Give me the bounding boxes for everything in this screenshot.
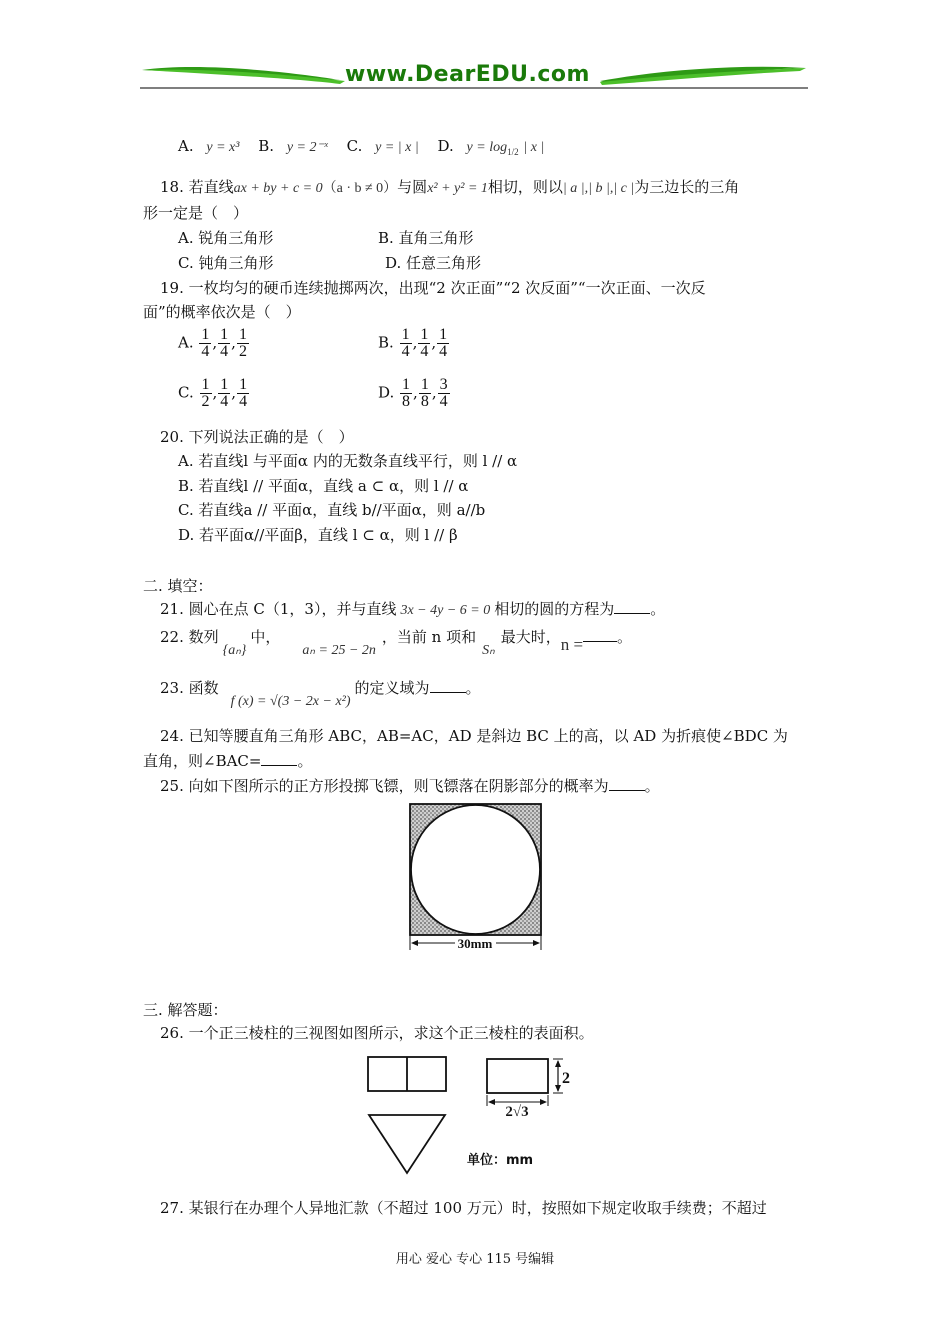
q18-option-c: C. 钝角三角形 [178,254,274,272]
dartboard-square-figure [400,798,550,958]
q22-text4: 最大时， [500,628,561,646]
q19-option-b: B. $\frac{1}{4}$ , $\frac{1}{4}$ , $\frac{1}{4}$ [378,326,448,360]
q23: 23. 函数f (x) = √(3 − 2x − x²)的定义域为 。 [160,679,481,709]
q22-n-label: n = [560,635,584,654]
unit-label: 单位：mm [467,1153,534,1168]
q17-option-c-expr: y = | x | [375,140,419,155]
q25-text: 25. 向如下图所示的正方形投掷飞镖，则飞镖落在阴影部分的概率为 [160,777,609,795]
q24-line2-text: 直角，则∠BAC= [143,752,262,770]
fraction: $\frac{1}{8}$ [420,376,429,410]
q17-log-arg: | x | [523,140,545,155]
section-fill-in-title: 二. 填空： [143,577,213,595]
q20-option-b: B. 若直线l // 平面α，直线 a ⊂ α，则 l // α [178,477,469,495]
q20-option-a: A. 若直线l 与平面α 内的无数条直线平行，则 l // α [178,452,518,470]
q22-text2: 中， [250,628,281,646]
q17-option-a-expr: y = x³ [206,140,240,155]
q20-option-c: C. 若直线a // 平面α，直线 b//平面α，则 a//b [178,501,486,519]
q18-option-d: D. 任意三角形 [385,254,482,272]
q18-suffix: 相切，则以 [487,178,563,196]
fraction: $\frac{1}{4}$ [420,326,429,360]
dimension-label: 30mm [457,936,493,951]
q21-text1: 21. 圆心在点 C（1，3），并与直线 [160,600,397,618]
answer-blank[interactable] [261,753,297,766]
fraction: $\frac{1}{4}$ [439,326,448,360]
q19-line2: 面”的概率依次是（ ） [143,303,301,321]
site-logo-text: www.DearEDU.com [345,62,590,87]
three-view-figure [360,1050,580,1180]
fraction: $\frac{1}{4}$ [201,326,210,360]
q27-text: 27. 某银行在办理个人异地汇款（不超过 100 万元）时，按照如下规定收取手续费；不超过 [160,1199,767,1217]
q23-function: f (x) = √(3 − 2x − x²) [230,694,351,709]
q17-option-b-expr: y = 2⁻ˣ [286,140,328,155]
q17-option-c-label: C. [346,137,363,155]
q22-text1: 22. 数列 [160,628,219,646]
answer-blank[interactable] [583,629,617,642]
q17-option-a-label: A. [178,137,194,155]
q18-option-a: A. 锐角三角形 [178,229,274,247]
q18-line-equation: ax + by + c = 0 [233,181,323,196]
fraction: $\frac{1}{4}$ [220,376,229,410]
q17-option-d-expr: y = log [466,140,508,155]
q18-condition: （a · b ≠ 0） [322,181,398,196]
q22-partial-sum: Sₙ [482,643,495,658]
q26-text: 26. 一个正三棱柱的三视图如图所示，求这个正三棱柱的表面积。 [160,1024,594,1042]
q17-log-base: 1/2 [507,147,519,157]
q23-text1: 23. 函数 [160,679,219,697]
q19-option-b-label: B. [378,333,394,352]
page-footer: 用心 爱心 专心 115 号编辑 [395,1252,555,1267]
q21-line-equation: 3x − 4y − 6 = 0 [400,603,491,618]
q19-option-c-label: C. [178,383,194,402]
q22-term-formula: aₙ = 25 − 2n [302,643,376,658]
q19-option-d: D. $\frac{1}{8}$ , $\frac{1}{8}$ , $\frac{3}{4}$ [378,376,448,410]
q22: 22. 数列{aₙ}中，aₙ = 25 − 2n，当前 n 项和Sₙ最大时，n = 。 [160,628,633,658]
q19-option-a-label: A. [178,333,194,352]
top-view [369,1115,445,1173]
q18-line2: 形一定是（ ） [143,204,249,222]
q22-sequence: {aₙ} [222,643,247,658]
q23-text2: 的定义域为 [354,679,430,697]
fraction: $\frac{1}{4}$ [220,326,229,360]
q21-text2: 相切的圆的方程为 [494,600,615,618]
q21: 21. 圆心在点 C（1，3），并与直线 3x − 4y − 6 = 0 相切的圆的方程为 。 [160,600,666,618]
q22-text3: ，当前 n 项和 [381,628,477,646]
fraction: $\frac{3}{4}$ [439,376,448,410]
height-label: 2 [562,1070,570,1087]
q19-option-d-label: D. [378,383,395,402]
width-label: 2√3 [505,1104,529,1120]
answer-blank[interactable] [430,680,466,693]
answer-blank[interactable] [609,778,645,791]
q18-option-b: B. 直角三角形 [378,229,474,247]
section-answer-title: 三. 解答题： [143,1001,228,1019]
q18-mid: 与圆 [397,178,428,196]
q18-line1 [160,176,739,197]
fraction: $\frac{1}{8}$ [402,376,411,410]
q24-line2: 直角，则∠BAC= 。 [143,752,313,770]
q17-option-d-label: D. [437,137,454,155]
q18-side-lengths: | a |,| b |,| c | [562,181,635,196]
side-view [487,1059,548,1093]
q19-option-c: C. $\frac{1}{2}$ , $\frac{1}{4}$ , $\frac{1}{4}$ [178,376,248,410]
fraction: $\frac{1}{2}$ [238,326,247,360]
fraction: $\frac{1}{4}$ [239,376,248,410]
fraction: $\frac{1}{2}$ [201,376,210,410]
q20-option-d: D. 若平面α//平面β，直线 l ⊂ α，则 l // β [178,526,458,544]
q25: 25. 向如下图所示的正方形投掷飞镖，则飞镖落在阴影部分的概率为 。 [160,777,660,795]
q24-line1: 24. 已知等腰直角三角形 ABC，AB=AC，AD 是斜边 BC 上的高，以 AD 为折痕使∠BDC 为 [160,727,788,745]
q18-tail: 为三边长的三角 [634,178,740,196]
q18-prefix: 18. 若直线 [160,178,234,196]
inscribed-circle [411,805,540,934]
q19-line1: 19. 一枚均匀的硬币连续抛掷两次，出现“2 次正面”“2 次反面”“一次正面、一次反 [160,279,706,297]
q17-option-b-label: B. [258,137,275,155]
q20-title: 20. 下列说法正确的是（ ） [160,428,354,446]
fraction: $\frac{1}{4}$ [401,326,410,360]
q19-option-a: A. $\frac{1}{4}$ , $\frac{1}{4}$ , $\frac{1}{2}$ [178,326,247,360]
answer-blank[interactable] [614,601,650,614]
q18-circle-equation: x² + y² = 1 [427,181,488,196]
q17-options [178,137,544,157]
